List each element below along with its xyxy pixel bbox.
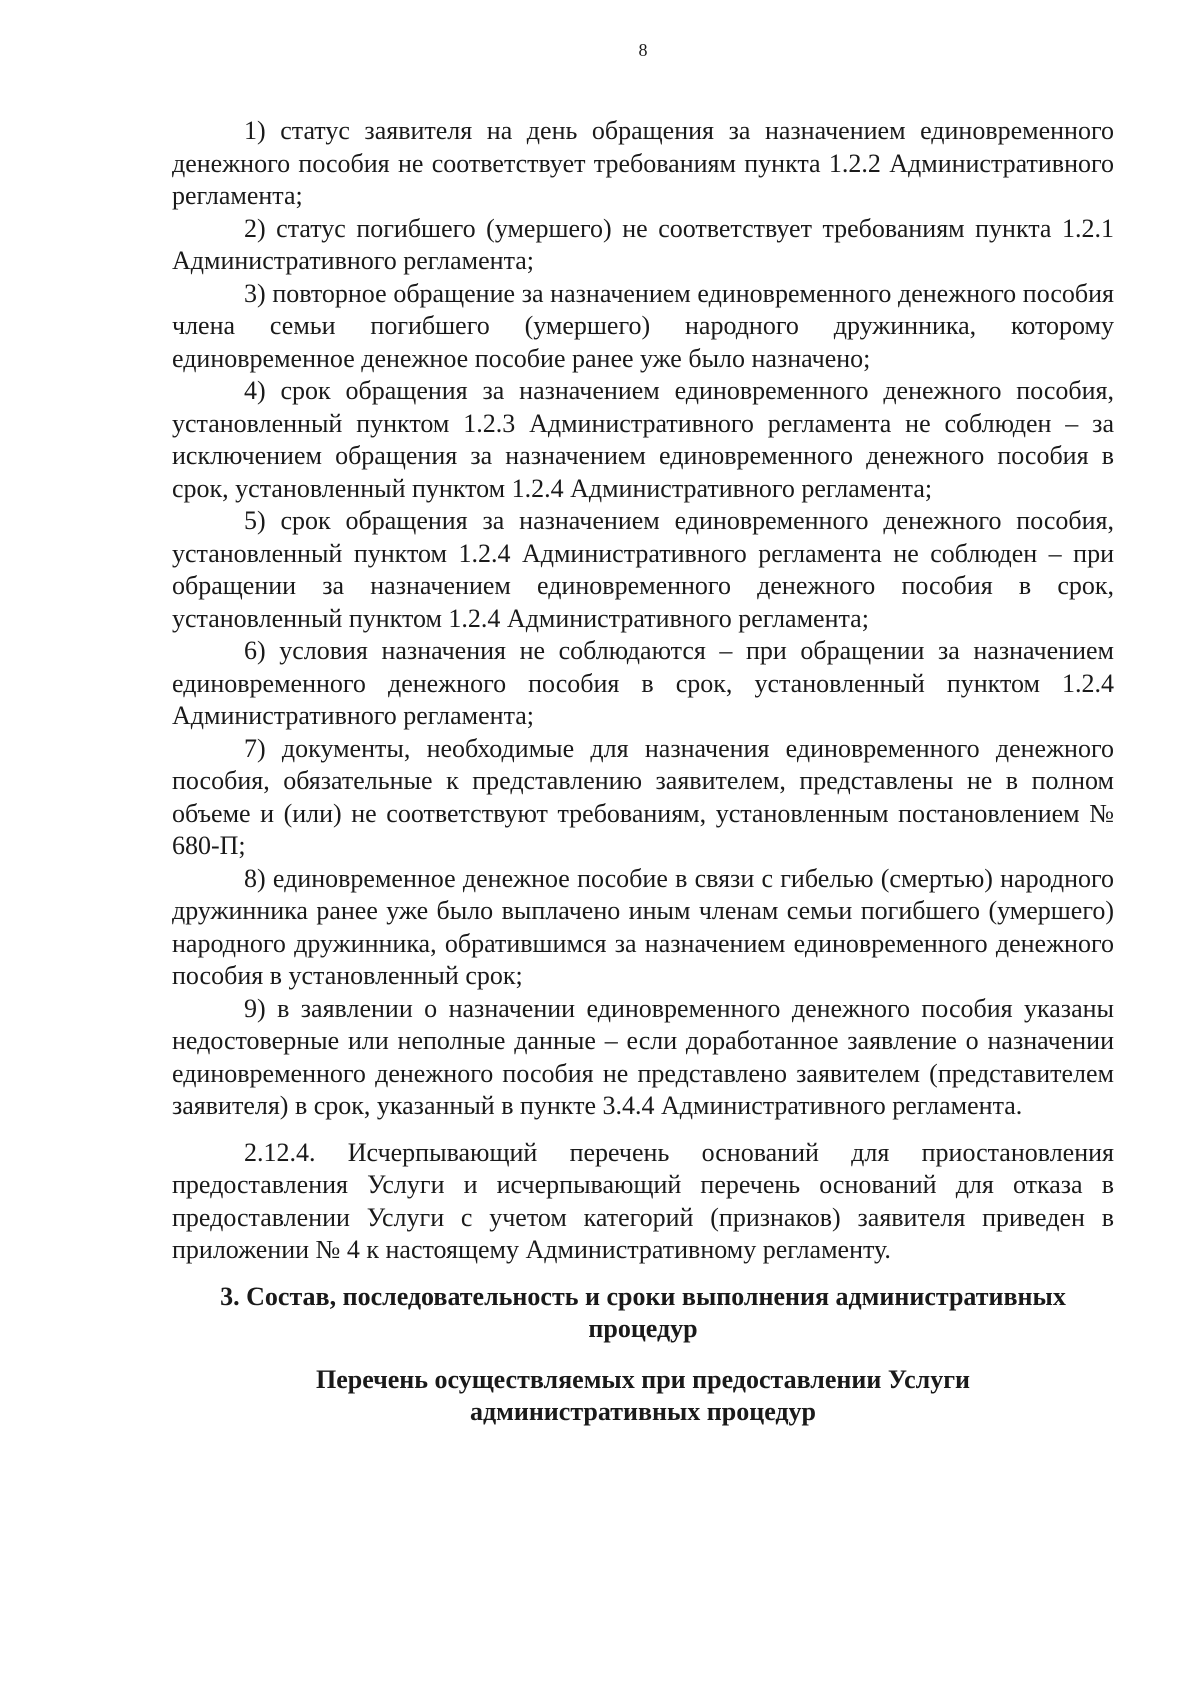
list-item-5: 5) срок обращения за назначением единовременного денежного пособия, установленный пунктом 1.2.4 Административного регламента не соблюден – при обращении за назначением единовременного денежного пособия в срок, установленный пунктом 1.2.4 Административного регламента;: [172, 506, 1114, 633]
section-heading: 3. Состав, последовательность и сроки выполнения административных процедур: [220, 1281, 1066, 1343]
list-item-3: 3) повторное обращение за назначением единовременного денежного пособия члена семьи погибшего (умершего) народного дружинника, которому единовременное денежное пособие ранее уже было назначено;: [172, 278, 1114, 373]
list-item-1: 1) статус заявителя на день обращения за назначением единовременного денежного пособия не соответствует требованиям пункта 1.2.2 Административного регламента;: [172, 116, 1114, 210]
subheading: Перечень осуществляемых при предоставлении Услуги административных процедур: [315, 1364, 971, 1426]
list-item-9: 9) в заявлении о назначении единовременного денежного пособия указаны недостоверные или неполные данные – если доработанное заявление о назначении единовременного денежного пособия не представлено заявителем (представителем заявителя) в срок, указанный в пункте 3.4.4 Административного регламента.: [172, 993, 1114, 1120]
clause-2-12-4: 2.12.4. Исчерпывающий перечень оснований для приостановления предоставления Услуги и исчерпывающий перечень оснований для отказа в предоставлении Услуги с учетом категорий (признаков) заявителя приведен в приложении № 4 к настоящему Административному регламенту.: [172, 1137, 1114, 1264]
list-item-6: 6) условия назначения не соблюдаются – при обращении за назначением единовременного денежного пособия в срок, установленный пунктом 1.2.4 Административного регламента;: [172, 636, 1114, 730]
page-number: 8: [638, 40, 648, 60]
list-item-7: 7) документы, необходимые для назначения единовременного денежного пособия, обязательные к представлению заявителем, представлены не в полном объеме и (или) не соответствуют требованиям, установленным постановлением № 680-П;: [172, 733, 1114, 860]
list-item-2: 2) статус погибшего (умершего) не соответствует требованиям пункта 1.2.1 Административного регламента;: [172, 213, 1114, 275]
document-body: [172, 115, 1114, 1429]
list-item-4: 4) срок обращения за назначением единовременного денежного пособия, установленный пунктом 1.2.3 Административного регламента не соблюден – за исключением обращения за назначением единовременного денежного пособия в срок, установленный пунктом 1.2.4 Административного регламента;: [172, 376, 1114, 503]
list-item-8: 8) единовременное денежное пособие в связи с гибелью (смертью) народного дружинника ранее уже было выплачено иным членам семьи погибшего (умершего) народного дружинника, обратившимся за назначением единовременного денежного пособия в установленный срок;: [172, 863, 1114, 990]
